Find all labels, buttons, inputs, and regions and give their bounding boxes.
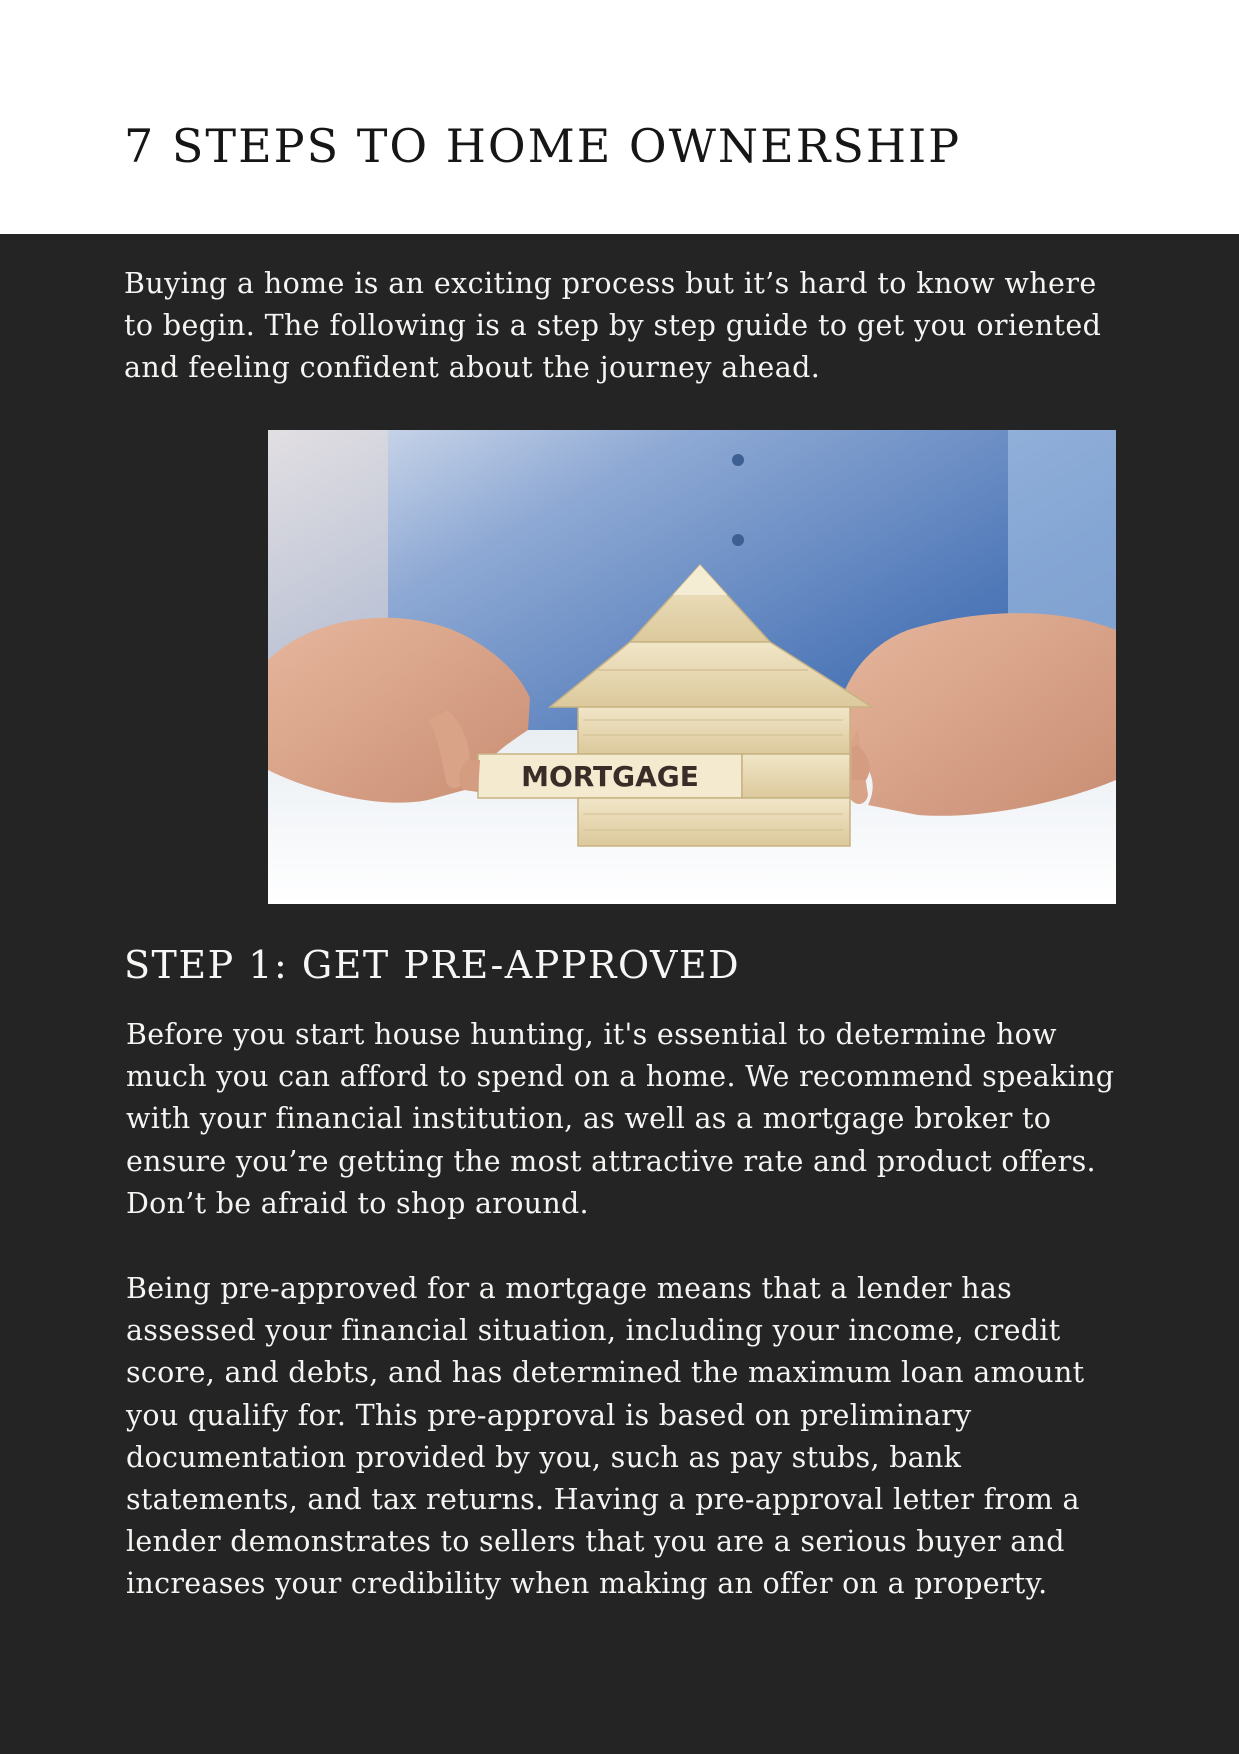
mortgage-block-label: MORTGAGE [521,760,699,793]
title-banner [0,0,1239,234]
intro-paragraph: Buying a home is an exciting process but it’s hard to know where to begin. The following is a step by step guide to get you oriented and feeling confident about the journey ahead. [124,267,1102,384]
page-title: 7 STEPS TO HOME OWNERSHIP [124,119,962,173]
step-1-paragraph-2: Being pre-approved for a mortgage means that a lender has assessed your financial situation, including your income, credit score, and debts, and has determined the maximum loan amount you qualify for. This pre-approval is based on preliminary documentation provided by you, such as pay stubs, bank statements, and tax returns. Having a pre-approval letter from a lender demonstrates to sellers that you are a serious buyer and increases your credibility when making an offer on a property. [126,1272,1085,1601]
step-1-paragraph-1: Before you start house hunting, it's essential to determine how much you can afford to spend on a home. We recommend speaking with your financial institution, as well as a mortgage broker to ensure you’re getting the most attractive rate and product offers. Don’t be afraid to shop around. [126,1018,1115,1220]
step-1-heading: STEP 1: GET PRE-APPROVED [124,943,741,987]
hero-image-mortgage-blocks [268,430,1116,904]
